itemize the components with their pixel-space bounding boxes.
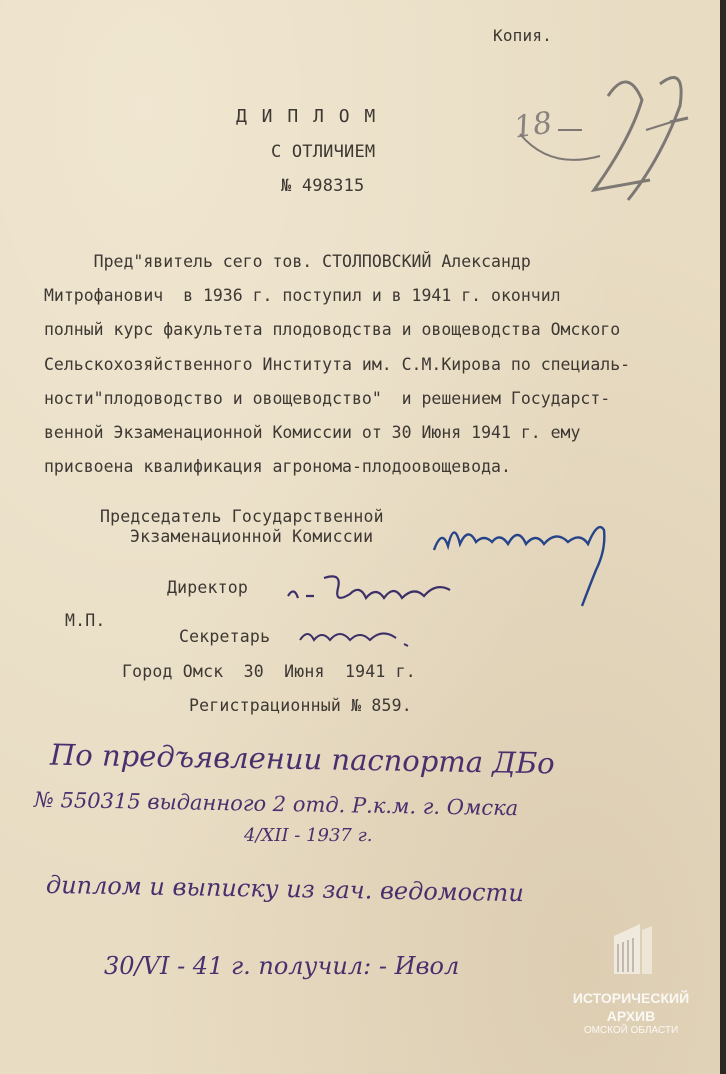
copy-mark: Копия. [493,26,552,45]
body-line: Сельскохозяйственного Института им. С.М.Кирова по специаль- [44,354,631,374]
director-label: Директор [167,578,249,597]
archive-building-icon [606,916,656,978]
page-edge-shadow [720,0,726,1074]
city-date: Город Омск 30 Июня 1941 г. [122,662,416,681]
handwritten-note-line5: 30/VI - 41 г. получил: - Ивол [104,952,460,980]
chairman-signature [428,510,618,610]
body-line: ности"плодоводство и овощеводство" и решением Государст- [44,388,611,408]
diploma-body [44,245,714,484]
registration-number: Регистрационный № 859. [189,696,412,715]
handwritten-note-line3: 4/ХII - 1937 г. [244,825,373,846]
watermark-line3: ОМСКОЙ ОБЛАСТИ [583,1025,679,1036]
handwritten-note-line4: диплом и выписку из зач. ведомости [45,870,525,908]
document-title: Д И П Л О М [236,106,378,127]
archive-watermark-logo [566,912,696,1036]
chairman-title-line1: Председатель Государственной [100,507,384,526]
stamp-place-label: М.П. [65,611,106,630]
handwritten-archive-number: 18 [511,105,555,146]
body-line: Митрофанович в 1936 г. поступил и в 1941 г. окончил [44,286,561,306]
diploma-number: № 498315 [281,176,365,196]
secretary-signature [296,618,426,652]
body-line: Пред"явитель сего тов. СТОЛПОВСКИЙ Александр [44,252,531,271]
watermark-line2: АРХИВ [606,1008,656,1024]
handwritten-note-line1: По предъявлении паспорта ДБо [49,737,555,781]
body-line: полный курс факультета плодоводства и овощеводства Омского [44,320,621,340]
handwritten-note-line2: № 550315 выданного 2 отд. Р.к.м. г. Омска [33,787,519,821]
watermark-line1: ИСТОРИЧЕСКИЙ [572,990,690,1006]
chairman-title-line2: Экзаменационной Комиссии [130,527,374,546]
body-line: присвоена квалификация агронома-плодоовощевода. [44,457,511,477]
secretary-label: Секретарь [179,627,271,646]
body-line: венной Экзаменационной Комиссии от 30 Июня 1941 г. ему [44,423,581,443]
document-subtitle: С ОТЛИЧИЕМ [271,142,376,162]
director-signature [284,568,454,614]
pencil-archive-mark [510,60,710,220]
